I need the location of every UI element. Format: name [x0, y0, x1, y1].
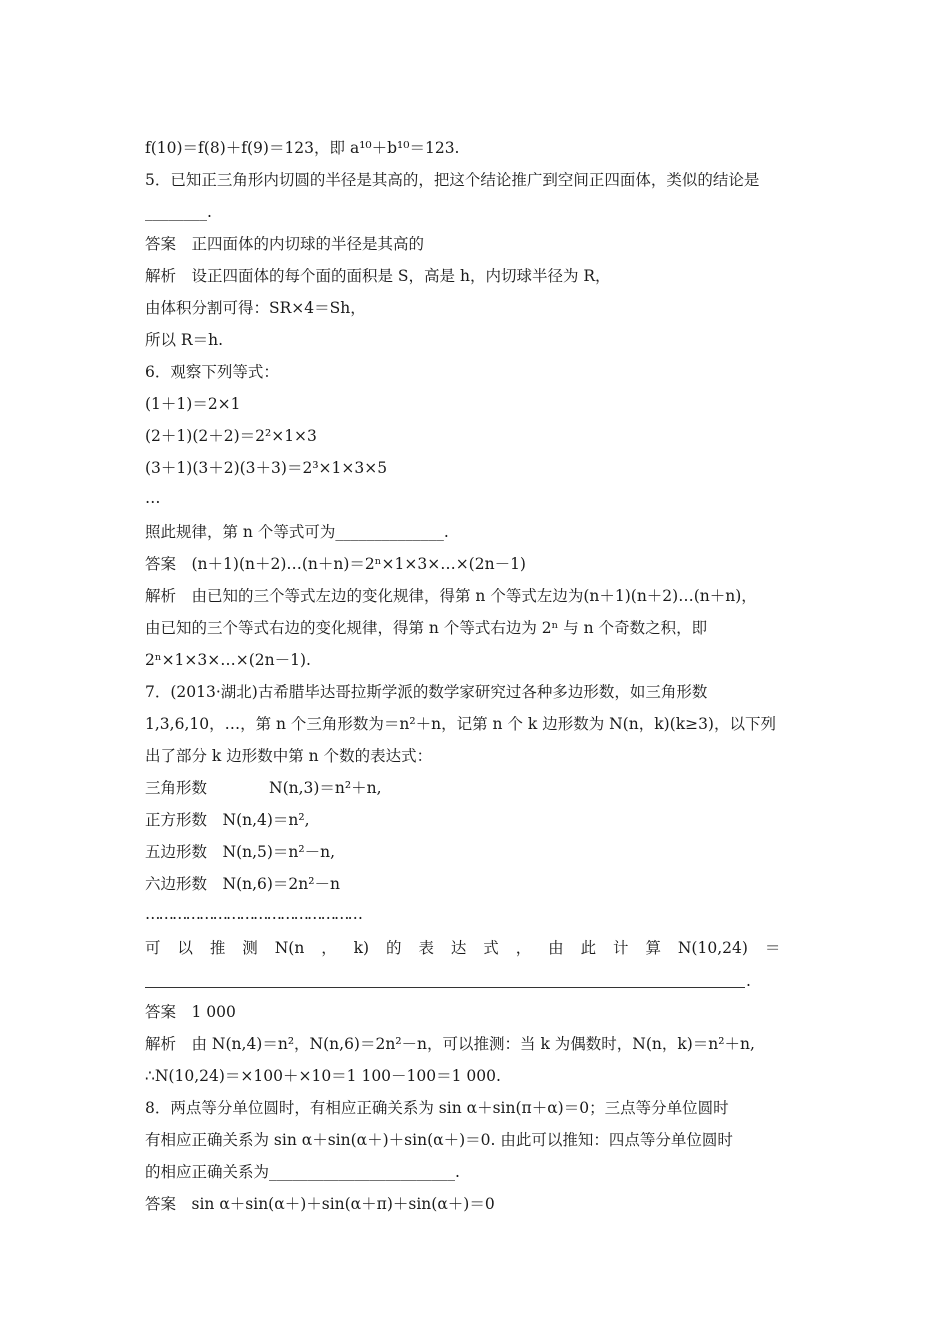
- analysis-line: 解析 设正四面体的每个面的面积是 S，高是 h，内切球半径为 R，: [145, 267, 611, 285]
- question-7: 7．(2013·湖北)古希腊毕达哥拉斯学派的数学家研究过各种多边形数，如三角形数: [145, 683, 708, 701]
- text-line: 的相应正确关系为________________________.: [145, 1163, 460, 1181]
- text-line: 由体积分割可得：SR×4＝Sh，: [145, 299, 366, 317]
- dotted-line: …………………………………………: [145, 905, 361, 923]
- question-5: 5．已知正三角形内切圆的半径是其高的，把这个结论推广到空间正四面体，类似的结论是: [145, 171, 760, 189]
- text-line: ∴N(10,24)＝×100＋×10＝1 100－100＝1 000.: [145, 1067, 501, 1085]
- formula-line: 正方形数 N(n,4)＝n²,: [145, 811, 310, 829]
- question-6: 6．观察下列等式：: [145, 363, 279, 381]
- formula-line: 三角形数 N(n,3)＝n²＋n,: [145, 779, 382, 797]
- ellipsis-line: …: [145, 489, 161, 507]
- answer-rule: [145, 987, 745, 988]
- answer-line: 答案 (n＋1)(n＋2)…(n＋n)＝2ⁿ×1×3×…×(2n－1): [145, 555, 526, 573]
- text-line: 照此规律，第 n 个等式可为______________.: [145, 523, 449, 541]
- equation-line: (2＋1)(2＋2)＝2²×1×3: [145, 427, 317, 445]
- equation-line: (1＋1)＝2×1: [145, 395, 241, 413]
- text-line: f(10)＝f(8)＋f(9)＝123，即 a¹⁰＋b¹⁰＝123.: [145, 139, 460, 157]
- text-line: 由已知的三个等式右边的变化规律，得第 n 个等式右边为 2ⁿ 与 n 个奇数之积，即: [145, 619, 708, 637]
- answer-line: 答案 正四面体的内切球的半径是其高的: [145, 235, 425, 253]
- text-line: 出了部分 k 边形数中第 n 个数的表达式：: [145, 747, 433, 765]
- period: .: [746, 972, 751, 990]
- text-line: 所以 R＝h.: [145, 331, 224, 349]
- equation-line: (3＋1)(3＋2)(3＋3)＝2³×1×3×5: [145, 459, 388, 477]
- text-line: 有相应正确关系为 sin α＋sin(α＋)＋sin(α＋)＝0. 由此可以推知：四点等分单位圆时: [145, 1131, 733, 1149]
- text-line: 1,3,6,10，…，第 n 个三角形数为＝n²＋n，记第 n 个 k 边形数为 N(n，k)(k≥3)，以下列: [145, 715, 776, 733]
- formula-line: 六边形数 N(n,6)＝2n²－n: [145, 875, 340, 893]
- answer-line: 答案 sin α＋sin(α＋)＋sin(α＋π)＋sin(α＋)＝0: [145, 1195, 495, 1213]
- answer-blank: ________.: [145, 203, 212, 221]
- question-8: 8．两点等分单位圆时，有相应正确关系为 sin α＋sin(π＋α)＝0；三点等分单位圆时: [145, 1099, 729, 1117]
- formula-line: 五边形数 N(n,5)＝n²－n,: [145, 843, 336, 861]
- text-line: 2ⁿ×1×3×…×(2n－1).: [145, 651, 311, 669]
- analysis-line: 解析 由已知的三个等式左边的变化规律，得第 n 个等式左边为(n＋1)(n＋2)…(n＋n)，: [145, 587, 757, 605]
- answer-line: 答案 1 000: [145, 1003, 236, 1021]
- text-line: 可 以 推 测 N(n ， k) 的 表 达 式 ， 由 此 计 算 N(10,24) ＝: [145, 939, 781, 957]
- analysis-line: 解析 由 N(n,4)＝n²，N(n,6)＝2n²－n，可以推测：当 k 为偶数时，N(n，k)＝n²＋n,: [145, 1035, 755, 1053]
